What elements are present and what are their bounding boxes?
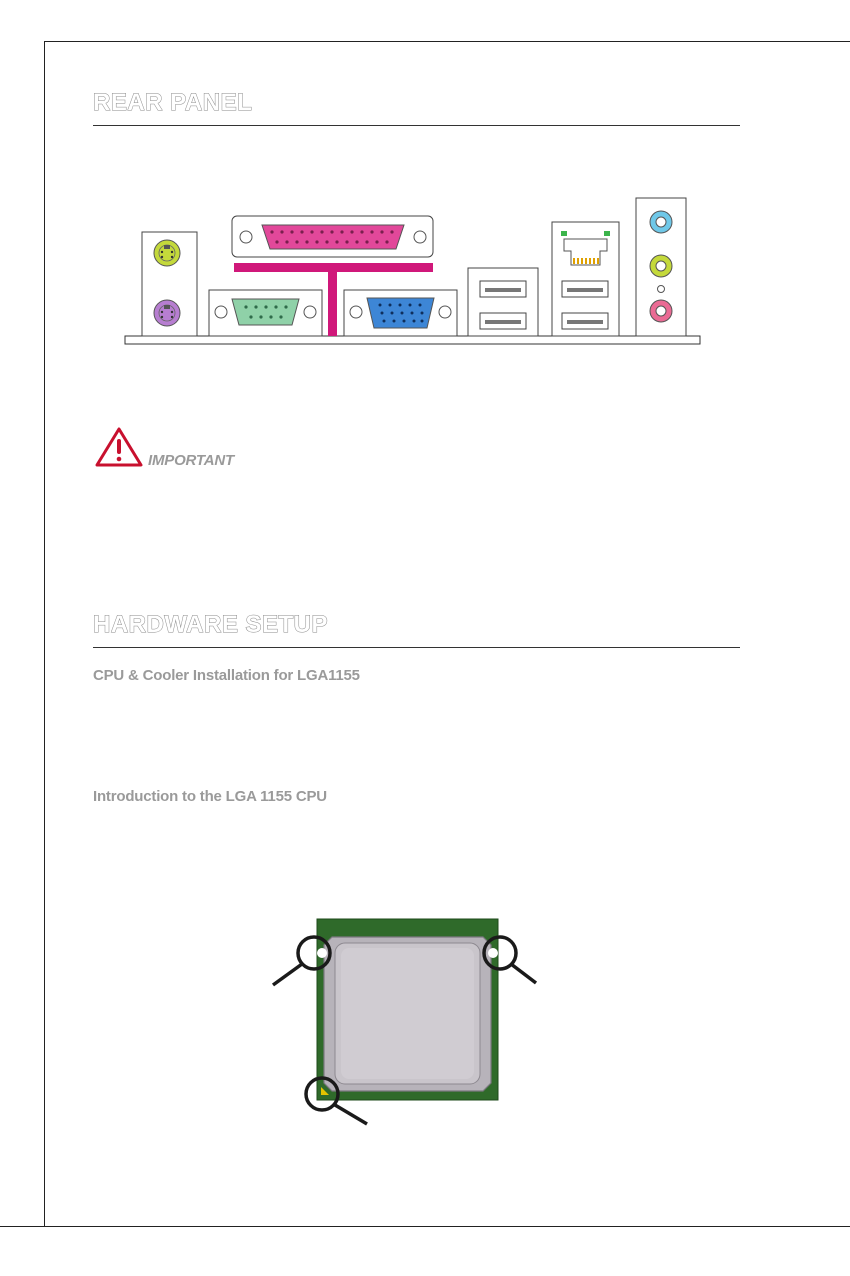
io-shield-base [125,336,700,344]
rear-panel-rule [93,125,740,126]
page-frame-bottom [0,1226,850,1227]
warning-triangle-icon [94,426,144,468]
page-frame-top [44,41,850,42]
usb-ports [468,268,538,336]
important-note [94,426,294,470]
hardware-setup-rule [93,647,740,648]
audio-ports [636,198,686,336]
vga-port [344,290,457,336]
rear-panel-diagram [120,195,710,350]
page-frame-left [44,41,45,1227]
serial-port [209,290,322,336]
cpu-cooler-subheading: CPU & Cooler Installation for LGA1155 [93,667,360,684]
hardware-setup-title: HARDWARE SETUP [93,611,329,638]
intro-cpu-subheading: Introduction to the LGA 1155 CPU [93,788,327,805]
lan-port [552,222,619,336]
rear-panel-title: REAR PANEL [93,89,253,116]
ps2-ports [142,232,197,336]
important-label: IMPORTANT [148,452,234,469]
lga1155-cpu-diagram [265,915,555,1130]
